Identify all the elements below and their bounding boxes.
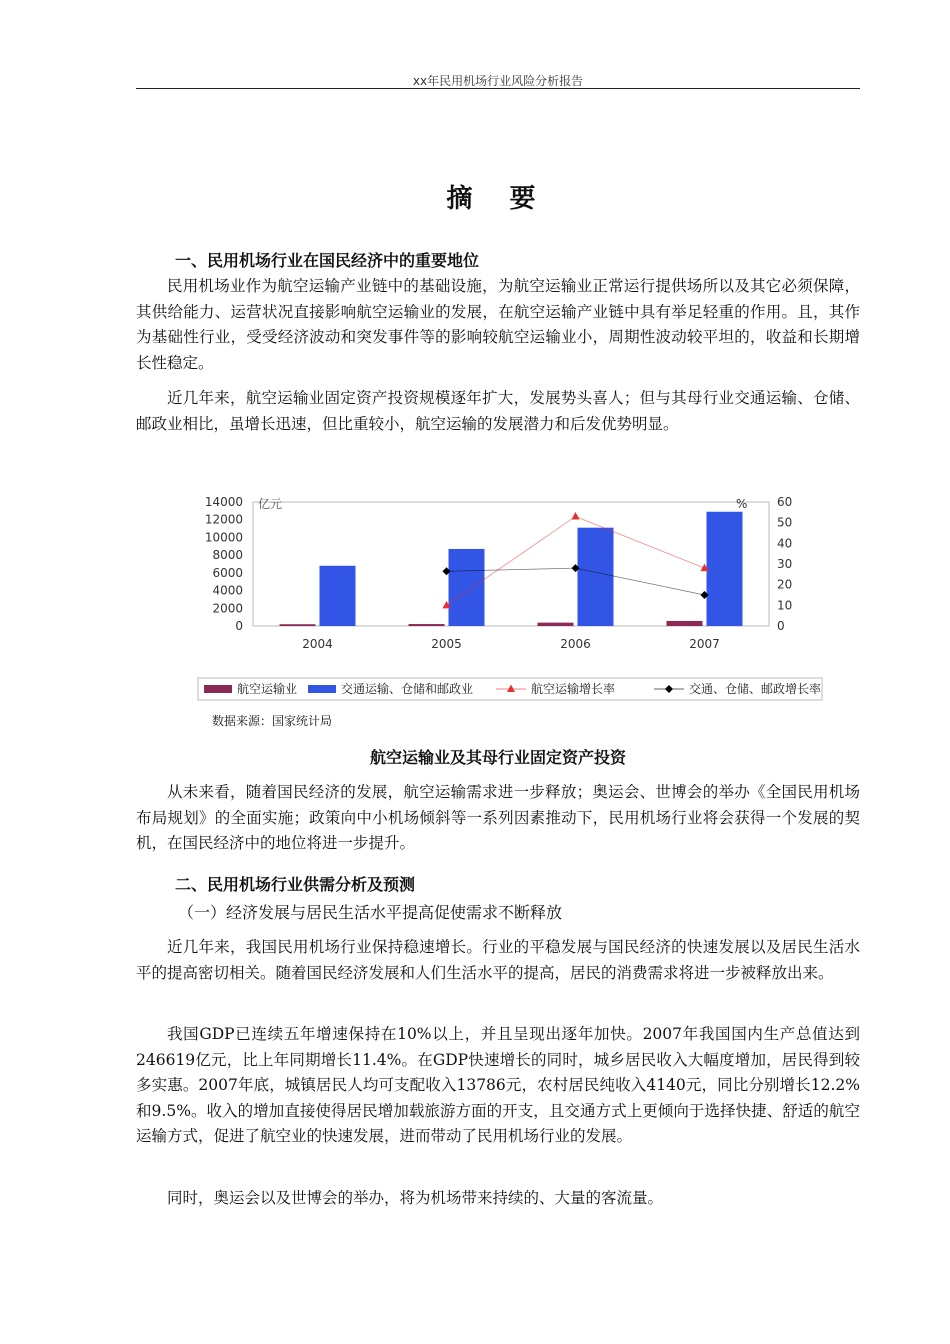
right-tick-label: 50 — [777, 515, 793, 530]
section-2-subheading: （一）经济发展与居民生活水平提高促使需求不断释放 — [178, 903, 563, 922]
chart-caption: 航空运输业及其母行业固定资产投资 — [369, 748, 626, 767]
right-tick-label: 10 — [777, 598, 793, 613]
running-header: xx年民用机场行业风险分析报告 — [412, 74, 584, 88]
bar-transport-storage-post — [578, 528, 614, 626]
bar-air-transport — [280, 624, 316, 626]
page-title: 摘 要 — [446, 184, 550, 214]
bar-transport-storage-post — [320, 566, 356, 626]
section-1-heading: 一、民用机场行业在国民经济中的重要地位 — [175, 251, 480, 270]
bar-series — [280, 512, 743, 626]
legend-swatch — [204, 685, 232, 693]
x-tick-label: 2006 — [560, 637, 591, 651]
legend-label: 交通、仓储、邮政增长率 — [689, 682, 822, 696]
right-axis-unit: % — [736, 497, 748, 511]
left-axis — [205, 495, 243, 633]
legend-label: 航空运输业 — [237, 682, 298, 696]
right-axis — [777, 495, 792, 633]
x-axis — [302, 637, 720, 651]
left-tick-label: 8000 — [212, 548, 243, 563]
legend-label: 航空运输增长率 — [531, 682, 616, 696]
right-tick-label: 20 — [777, 577, 793, 592]
bar-transport-storage-post — [707, 512, 743, 626]
header-rule — [136, 88, 860, 89]
right-tick-label: 30 — [777, 557, 793, 571]
left-tick-label: 12000 — [204, 512, 243, 527]
air-growth-point — [572, 512, 580, 520]
chart-legend — [198, 678, 822, 700]
left-axis-unit: 亿元 — [258, 497, 283, 511]
section-1-paragraph-1: 民用机场业作为航空运输产业链中的基础设施，为航空运输业正常运行提供场所以及其它必须保障，其供给能力、运营状况直接影响航空运输业的发展，在航空运输产业链中具有举足轻重的作用。且，其作为基础性行业，受受经济波动和突发事件等的影响较航空运输业小，周期性波动较平坦的，收益和长期增长性稳定。 — [136, 277, 860, 372]
left-tick-label: 2000 — [212, 601, 243, 616]
bar-air-transport — [538, 623, 574, 626]
section-2-heading: 二、民用机场行业供需分析及预测 — [175, 875, 416, 894]
bar-air-transport — [667, 621, 703, 626]
legend-swatch — [308, 685, 336, 693]
air-growth-line — [447, 516, 705, 605]
left-tick-label: 0 — [235, 619, 243, 633]
left-tick-label: 10000 — [204, 530, 243, 545]
bar-air-transport — [409, 624, 445, 626]
left-tick-label: 4000 — [212, 583, 243, 598]
left-tick-label: 6000 — [212, 565, 243, 580]
data-source-note: 数据来源：国家统计局 — [212, 714, 333, 728]
transport-growth-line — [447, 568, 705, 595]
section-1-paragraph-3: 从未来看，随着国民经济的发展，航空运输需求进一步释放；奥运会、世博会的举办《全国民用机场布局规划》的全面实施；政策向中小机场倾斜等一系列因素推动下，民用机场行业将会获得一个发展的契机，在国民经济中的地位将进一步提升。 — [136, 783, 860, 852]
x-tick-label: 2004 — [302, 637, 333, 651]
section-1-paragraph-2: 近几年来，航空运输业固定资产投资规模逐年扩大，发展势头喜人；但与其母行业交通运输、仓储、邮政业相比，虽增长迅速，但比重较小，航空运输的发展潜力和后发优势明显。 — [136, 389, 860, 433]
section-2-paragraph-1: 近几年来，我国民用机场行业保持稳速增长。行业的平稳发展与国民经济的快速发展以及居民生活水平的提高密切相关。随着国民经济发展和人们生活水平的提高，居民的消费需求将进一步被释放出来。 — [136, 938, 860, 982]
right-tick-label: 60 — [777, 495, 793, 509]
investment-chart — [196, 490, 826, 705]
section-2-paragraph-2: 我国GDP已连续五年增速保持在10%以上，并且呈现出逐年加快。2007年我国国内生产总值达到246619亿元，比上年同期增长11.4%。在GDP快速增长的同时，城乡居民收入大幅度增加，居民得到较多实惠。2007年底，城镇居民人均可支配收入13786元，农村居民纯收入4140元，同比分别增长12.2%和9.5%。收入的增加直接使得居民增加载旅游方面的开支，且交通方式上更倾向于选择快捷、舒适的航空运输方式，促进了航空业的快速发展，进而带动了民用机场行业的发展。 — [136, 1025, 860, 1145]
legend-label: 交通运输、仓储和邮政业 — [341, 682, 474, 696]
right-tick-label: 40 — [777, 536, 793, 551]
x-tick-label: 2005 — [431, 637, 462, 651]
bar-transport-storage-post — [449, 549, 485, 626]
left-tick-label: 14000 — [204, 495, 243, 509]
right-tick-label: 0 — [777, 619, 785, 633]
x-tick-label: 2007 — [689, 637, 720, 651]
section-2-paragraph-3: 同时，奥运会以及世博会的举办，将为机场带来持续的、大量的客流量。 — [167, 1189, 664, 1207]
